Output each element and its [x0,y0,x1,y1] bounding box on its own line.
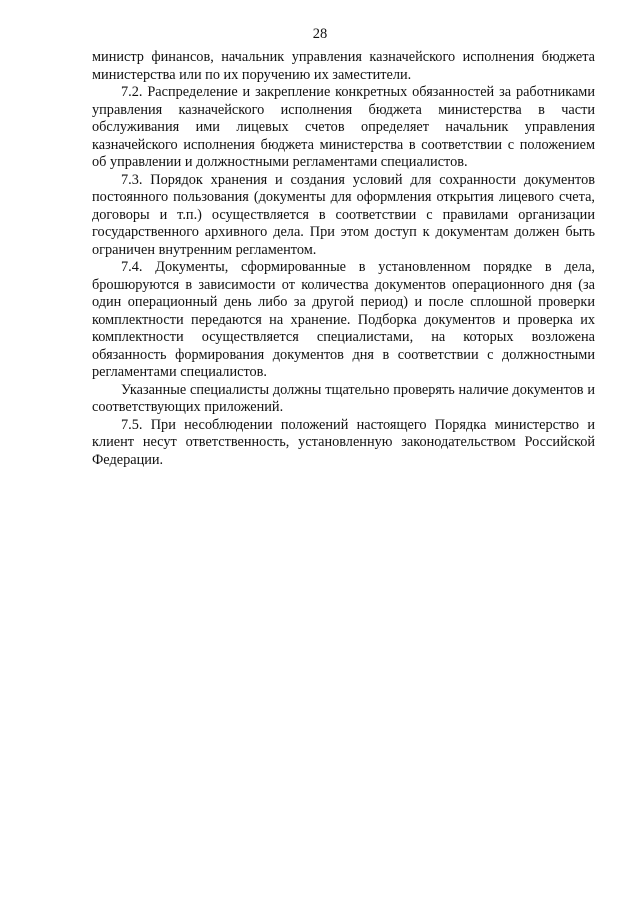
page-body [92,49,595,469]
paragraph-continuation: министр финансов, начальник управления казначейского исполнения бюджета министерства или по их поручению их заместители. [92,49,595,83]
paragraph-specialists: Указанные специалисты должны тщательно проверять наличие документов и соответствующих приложений. [92,381,595,415]
paragraph-7-2: 7.2. Распределение и закрепление конкретных обязанностей за работниками управления казначейского исполнения бюджета министерства в части обслуживания ими лицевых счетов определяет начальник управления казначейского исполнения бюджета министерства в соответствии с положением об управлении и должностными регламентами специалистов. [92,84,595,170]
page-number: 28 [312,26,328,42]
paragraph-7-3: 7.3. Порядок хранения и создания условий для сохранности документов постоянного пользования (документы для оформления открытия лицевого счета, договоры и т.п.) осуществляется в соответствии с правилами организации государственного архивного дела. При этом доступ к документам должен быть ограничен внутренним регламентом. [92,171,595,258]
paragraph-7-4: 7.4. Документы, сформированные в установленном порядке в дела, брошюруются в зависимости от количества документов операционного дня (за один операционный день либо за другой период) и после сплошной проверки комплектности передаются на хранение. Подборка документов и проверка их комплектности осуществляется специалистами, на которых возложена обязанность формирования документов дня в соответствии с должностными регламентами специалистов. [92,259,595,380]
paragraph-7-5: 7.5. При несоблюдении положений настоящего Порядка министерство и клиент несут ответственность, установленную законодательством Российской Федерации. [92,416,595,468]
